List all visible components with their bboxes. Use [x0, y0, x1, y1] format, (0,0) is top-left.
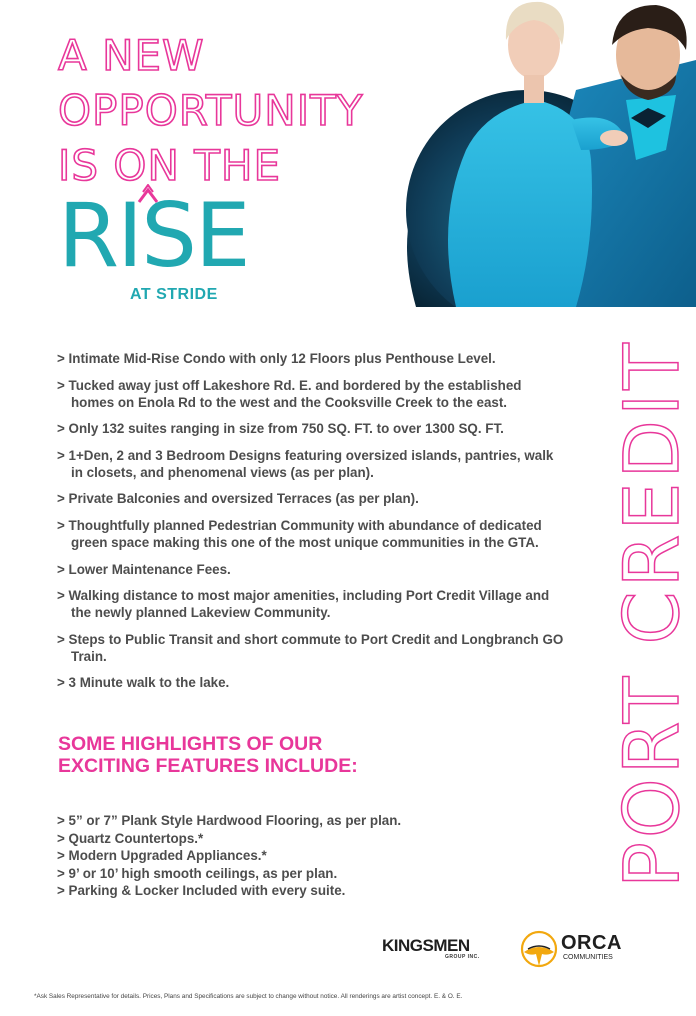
- orca-whale-icon: [520, 930, 558, 970]
- headline: [58, 28, 363, 193]
- list-item: > Modern Upgraded Appliances.*: [57, 848, 267, 864]
- kingsmen-logo: [382, 936, 480, 960]
- list-item: > Parking & Locker Included with every suite.: [57, 883, 346, 899]
- rise-logo-word: RISE: [58, 184, 249, 287]
- list-item: > Steps to Public Transit and short commute to Port Credit and Longbranch GO Train.: [57, 631, 564, 664]
- kingsmen-logo-name: KINGSMEN: [382, 936, 470, 955]
- rise-logo: [58, 184, 249, 308]
- list-item: > Walking distance to most major amenities, including Port Credit Village and the newly planned Lakeview Community.: [57, 588, 550, 621]
- features-list: [57, 812, 401, 900]
- list-item: > 3 Minute walk to the lake.: [57, 675, 230, 691]
- headline-line-3: IS ON THE: [58, 141, 281, 190]
- features-heading-line-2: EXCITING FEATURES INCLUDE:: [58, 755, 358, 777]
- disclaimer: *Ask Sales Representative for details. Prices, Plans and Specifications are subject to change without notice. All renderings are artist concept. E. & O. E.: [34, 993, 463, 1000]
- list-item: > Intimate Mid-Rise Condo with only 12 Floors plus Penthouse Level.: [57, 351, 496, 366]
- rise-logo-subtitle: AT STRIDE: [130, 286, 218, 303]
- headline-line-2: OPPORTUNITY: [58, 86, 364, 135]
- orca-logo-name: ORCA: [561, 932, 622, 954]
- features-heading-line-1: SOME HIGHLIGHTS OF OUR: [58, 733, 323, 755]
- couple-photo: [376, 0, 696, 307]
- list-item: > 5” or 7” Plank Style Hardwood Flooring, as per plan.: [57, 813, 402, 828]
- list-item: > Lower Maintenance Fees.: [57, 561, 231, 577]
- list-item: > Private Balconies and oversized Terraces (as per plan).: [57, 491, 419, 507]
- list-item: > Tucked away just off Lakeshore Rd. E. and bordered by the established homes on Enola Rd to the west and the Cooksville Creek to the east.: [57, 377, 522, 410]
- orca-logo-tag: COMMUNITIES: [563, 954, 613, 961]
- list-item: > Quartz Countertops.*: [57, 830, 204, 846]
- list-item: > 9’ or 10’ high smooth ceilings, as per plan.: [57, 865, 338, 881]
- orca-logo: [520, 930, 630, 970]
- list-item: > Only 132 suites ranging in size from 750 SQ. FT. to over 1300 SQ. FT.: [57, 421, 504, 437]
- headline-line-1: A NEW: [58, 31, 205, 80]
- list-item: > 1+Den, 2 and 3 Bedroom Designs featuring oversized islands, pantries, walk in closets, and phenomenal views (as per plan).: [57, 447, 554, 480]
- port-credit-vertical-text: PORT CREDIT: [607, 339, 696, 888]
- project-highlights-list: [57, 350, 567, 701]
- list-item: > Thoughtfully planned Pedestrian Community with abundance of dedicated green space making this one of the most unique communities in the GTA.: [57, 517, 542, 550]
- kingsmen-logo-tag: GROUP INC.: [445, 954, 480, 960]
- features-heading: [58, 733, 358, 777]
